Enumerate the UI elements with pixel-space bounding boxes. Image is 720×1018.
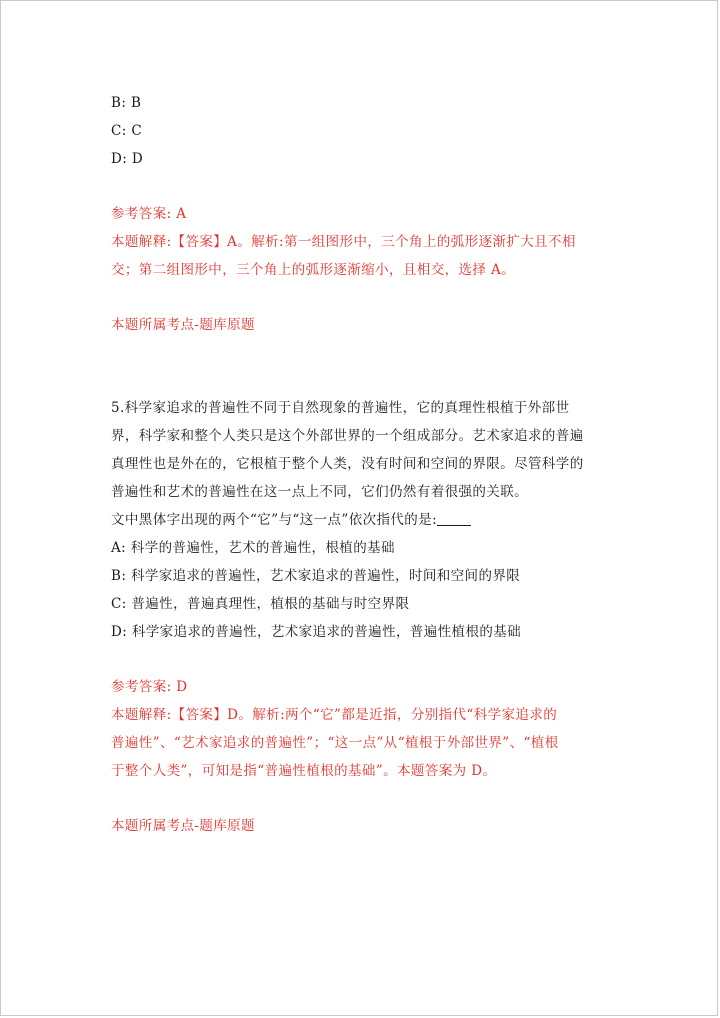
q5-question-text: 文中黑体字出现的两个“它”与“这一点”依次指代的是: — [111, 512, 438, 528]
q5-answer: 参考答案: D — [111, 679, 188, 695]
q5-stem-line: 真理性也是外在的，它根植于整个人类，没有时间和空间的界限。尽管科学的 — [111, 456, 584, 472]
q5-option-a: A: 科学的普遍性，艺术的普遍性，根植的基础 — [111, 540, 395, 556]
q5-stem-line: 界，科学家和整个人类只是这个外部世界的一个组成部分。艺术家追求的普遍 — [111, 428, 584, 444]
q4-option-d: D: D — [111, 151, 144, 167]
q5-explanation-line: 于整个人类”，可知是指“普遍性植根的基础”。本题答案为 D。 — [111, 763, 497, 779]
page-content — [111, 89, 611, 840]
answer-blank — [437, 511, 471, 526]
q5-question — [111, 506, 611, 534]
q4-option-c: C: C — [111, 123, 143, 139]
q5-explanation-line: 本题解释:【答案】D。解析:两个“它”都是近指，分别指代“科学家追求的 — [111, 707, 558, 723]
q5-explanation-line: 普遍性”、“艺术家追求的普遍性”；“这一点”从“植根于外部世界”、“植根 — [111, 735, 559, 751]
q4-option-b: B: B — [111, 95, 142, 111]
q5-option-d: D: 科学家追求的普遍性，艺术家追求的普遍性，普遍性植根的基础 — [111, 624, 522, 640]
q5-option-c: C: 普遍性，普遍真理性，植根的基础与时空界限 — [111, 596, 410, 612]
q5-option-b: B: 科学家追求的普遍性，艺术家追求的普遍性，时间和空间的界限 — [111, 568, 521, 584]
q4-explanation-line: 交；第二组图形中，三个角上的弧形逐渐缩小，且相交，选择 A。 — [111, 262, 516, 278]
q4-explanation-line: 本题解释:【答案】A。解析:第一组图形中，三个角上的弧形逐渐扩大且不相 — [111, 234, 576, 250]
q5-source: 本题所属考点-题库原题 — [111, 818, 255, 834]
q5-stem-line: 普遍性和艺术的普遍性在这一点上不同，它们仍然有着很强的关联。 — [111, 484, 528, 500]
q4-answer: 参考答案: A — [111, 206, 187, 222]
q5-stem-line: 5.科学家追求的普遍性不同于自然现象的普遍性，它的真理性根植于外部世 — [111, 400, 570, 416]
q4-source: 本题所属考点-题库原题 — [111, 317, 255, 333]
